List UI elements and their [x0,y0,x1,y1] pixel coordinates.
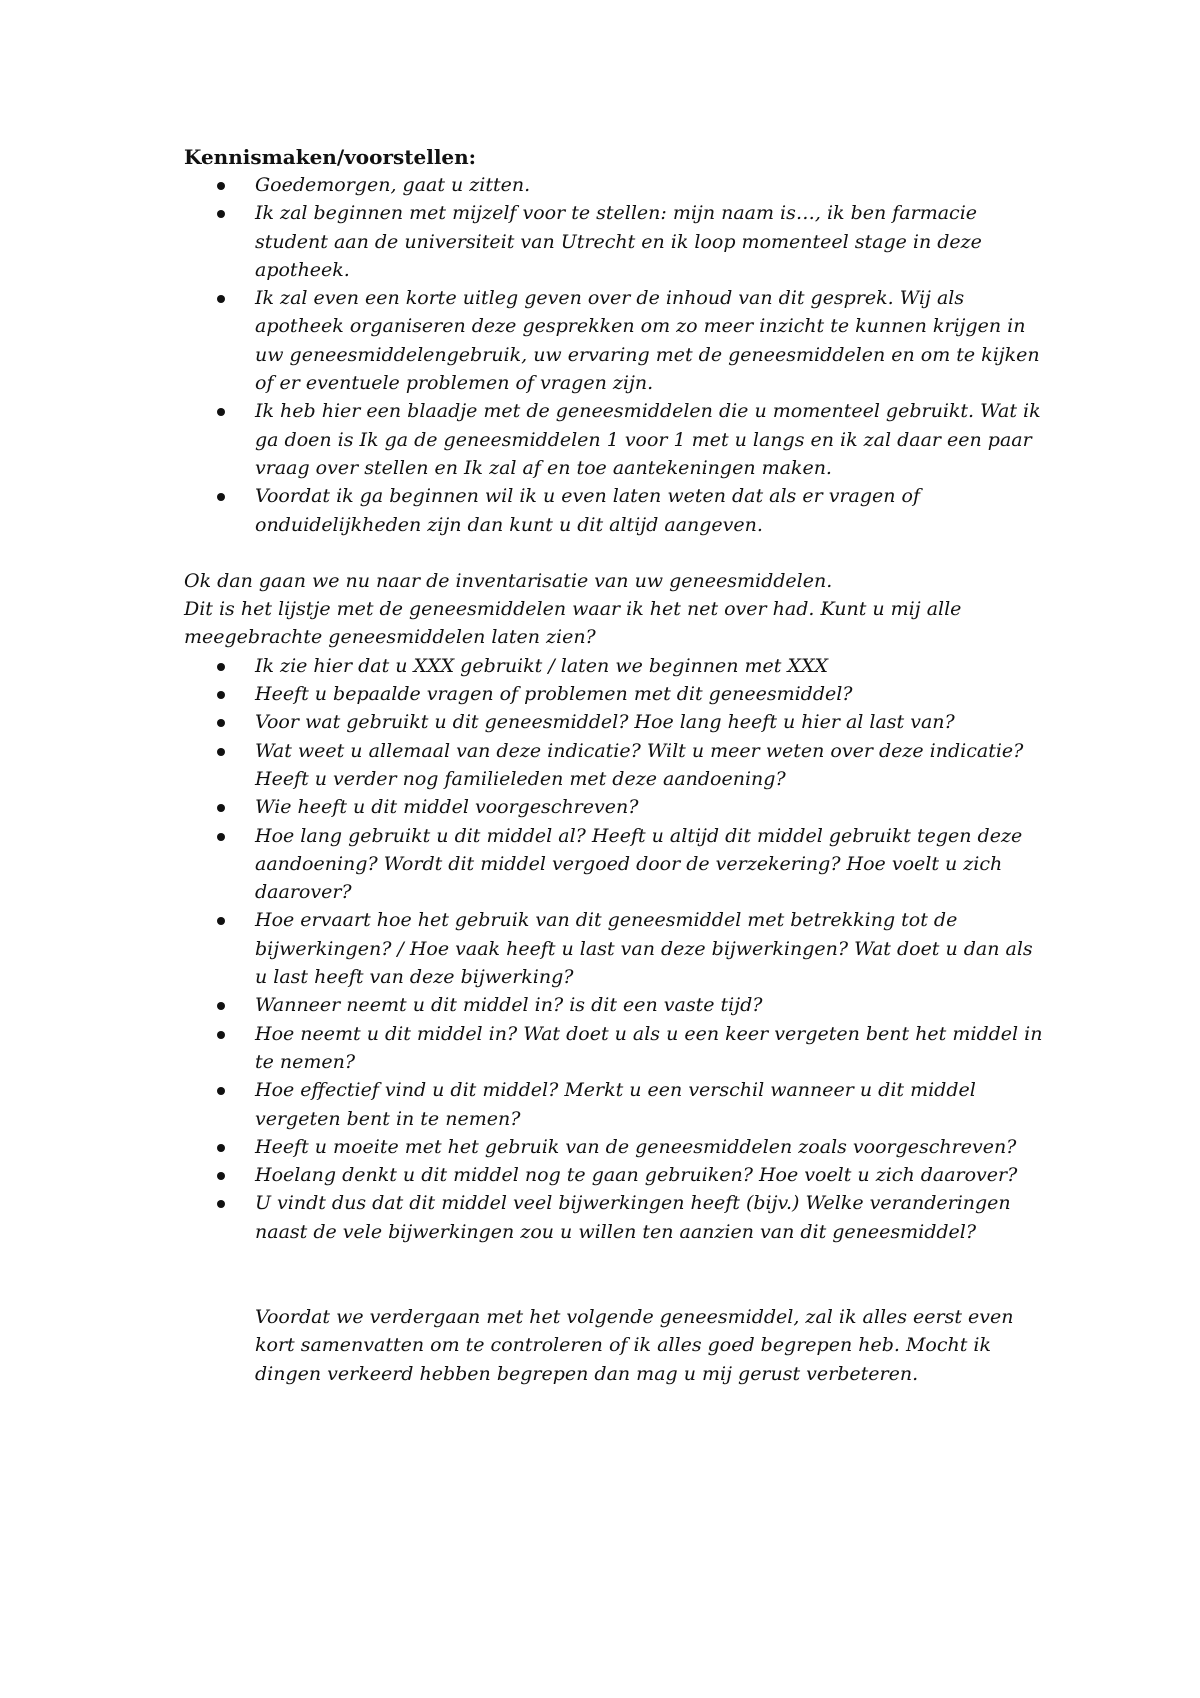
bullet-icon [217,210,225,218]
bullet-icon [217,917,225,925]
bullet-icon [217,804,225,812]
bullet-icon [217,493,225,501]
list-item: Ik heb hier een blaadje met de geneesmiddelen die u momenteel gebruikt. Wat ik ga doen is Ik ga de geneesmiddelen 1 voor 1 met u langs en ik zal daar een paar vraag over stellen en Ik zal af en toe aantekeningen maken. [184,397,1044,482]
bullet-icon [217,663,225,671]
list-item: Hoe effectief vind u dit middel? Merkt u een verschil wanneer u dit middel vergeten bent in te nemen? [184,1076,1044,1133]
list-item: Ik zal beginnen met mijzelf voor te stellen: mijn naam is…, ik ben farmacie student aan de universiteit van Utrecht en ik loop momenteel stage in deze apotheek. [184,199,1044,284]
inventory-intro-line-1: Ok dan gaan we nu naar de inventarisatie van uw geneesmiddelen. [184,569,833,592]
spacer [184,1246,1044,1303]
section-heading: Kennismaken/voorstellen: [184,145,477,169]
list-item: Hoe lang gebruikt u dit middel al? Heeft u altijd dit middel gebruikt tegen deze aandoening? Wordt dit middel vergoed door de verzekering? Hoe voelt u zich daarover? [184,822,1044,907]
bullet-icon [217,295,225,303]
list-item: Voordat ik ga beginnen wil ik u even laten weten dat als er vragen of onduidelijkheden zijn dan kunt u dit altijd aangeven. [184,482,1044,539]
question-bullet-list [184,652,1044,1246]
bullet-icon [217,691,225,699]
bullet-icon [217,1031,225,1039]
list-item: Wie heeft u dit middel voorgeschreven? [184,793,1044,821]
closing-paragraph: Voordat we verdergaan met het volgende geneesmiddel, zal ik alles eerst even kort samenvatten om te controleren of ik alles goed begrepen heb. Mocht ik dingen verkeerd hebben begrepen dan mag u mij gerust verbeteren. [255,1305,1014,1385]
bullet-icon [217,748,225,756]
bullet-icon [217,182,225,190]
document-page [184,143,1044,1388]
list-item: U vindt dus dat dit middel veel bijwerkingen heeft (bijv.) Welke veranderingen naast de vele bijwerkingen zou u willen ten aanzien van dit geneesmiddel? [184,1189,1044,1246]
bullet-icon [217,1172,225,1180]
list-item: Hoe ervaart hoe het gebruik van dit geneesmiddel met betrekking tot de bijwerkingen? / Hoe vaak heeft u last van deze bijwerkingen? Wat doet u dan als u last heeft van deze bijwerking? [184,906,1044,991]
intro-bullet-list [184,171,1044,539]
bullet-icon [217,1087,225,1095]
list-item: Ik zal even een korte uitleg geven over de inhoud van dit gesprek. Wij als apotheek organiseren deze gesprekken om zo meer inzicht te kunnen krijgen in uw geneesmiddelengebruik, uw ervaring met de geneesmiddelen en om te kijken of er eventuele problemen of vragen zijn. [184,284,1044,397]
bullet-icon [217,1002,225,1010]
bullet-icon [217,833,225,841]
bullet-icon [217,1200,225,1208]
inventory-intro-line-2: Dit is het lijstje met de geneesmiddelen waar ik het net over had. Kunt u mij alle meegebrachte geneesmiddelen laten zien? [184,598,962,649]
list-item: Hoe neemt u dit middel in? Wat doet u als u een keer vergeten bent het middel in te nemen? [184,1020,1044,1077]
spacer [184,539,1044,567]
list-item: Wat weet u allemaal van deze indicatie? Wilt u meer weten over deze indicatie? Heeft u verder nog familieleden met deze aandoening? [184,737,1044,794]
bullet-icon [217,408,225,416]
list-item: Heeft u moeite met het gebruik van de geneesmiddelen zoals voorgeschreven? [184,1133,1044,1161]
list-item: Heeft u bepaalde vragen of problemen met dit geneesmiddel? [184,680,1044,708]
bullet-icon [217,1144,225,1152]
list-item: Hoelang denkt u dit middel nog te gaan gebruiken? Hoe voelt u zich daarover? [184,1161,1044,1189]
list-item: Wanneer neemt u dit middel in? is dit een vaste tijd? [184,991,1044,1019]
list-item: Ik zie hier dat u XXX gebruikt / laten we beginnen met XXX [184,652,1044,680]
list-item: Voor wat gebruikt u dit geneesmiddel? Hoe lang heeft u hier al last van? [184,708,1044,736]
bullet-icon [217,719,225,727]
list-item: Goedemorgen, gaat u zitten. [184,171,1044,199]
